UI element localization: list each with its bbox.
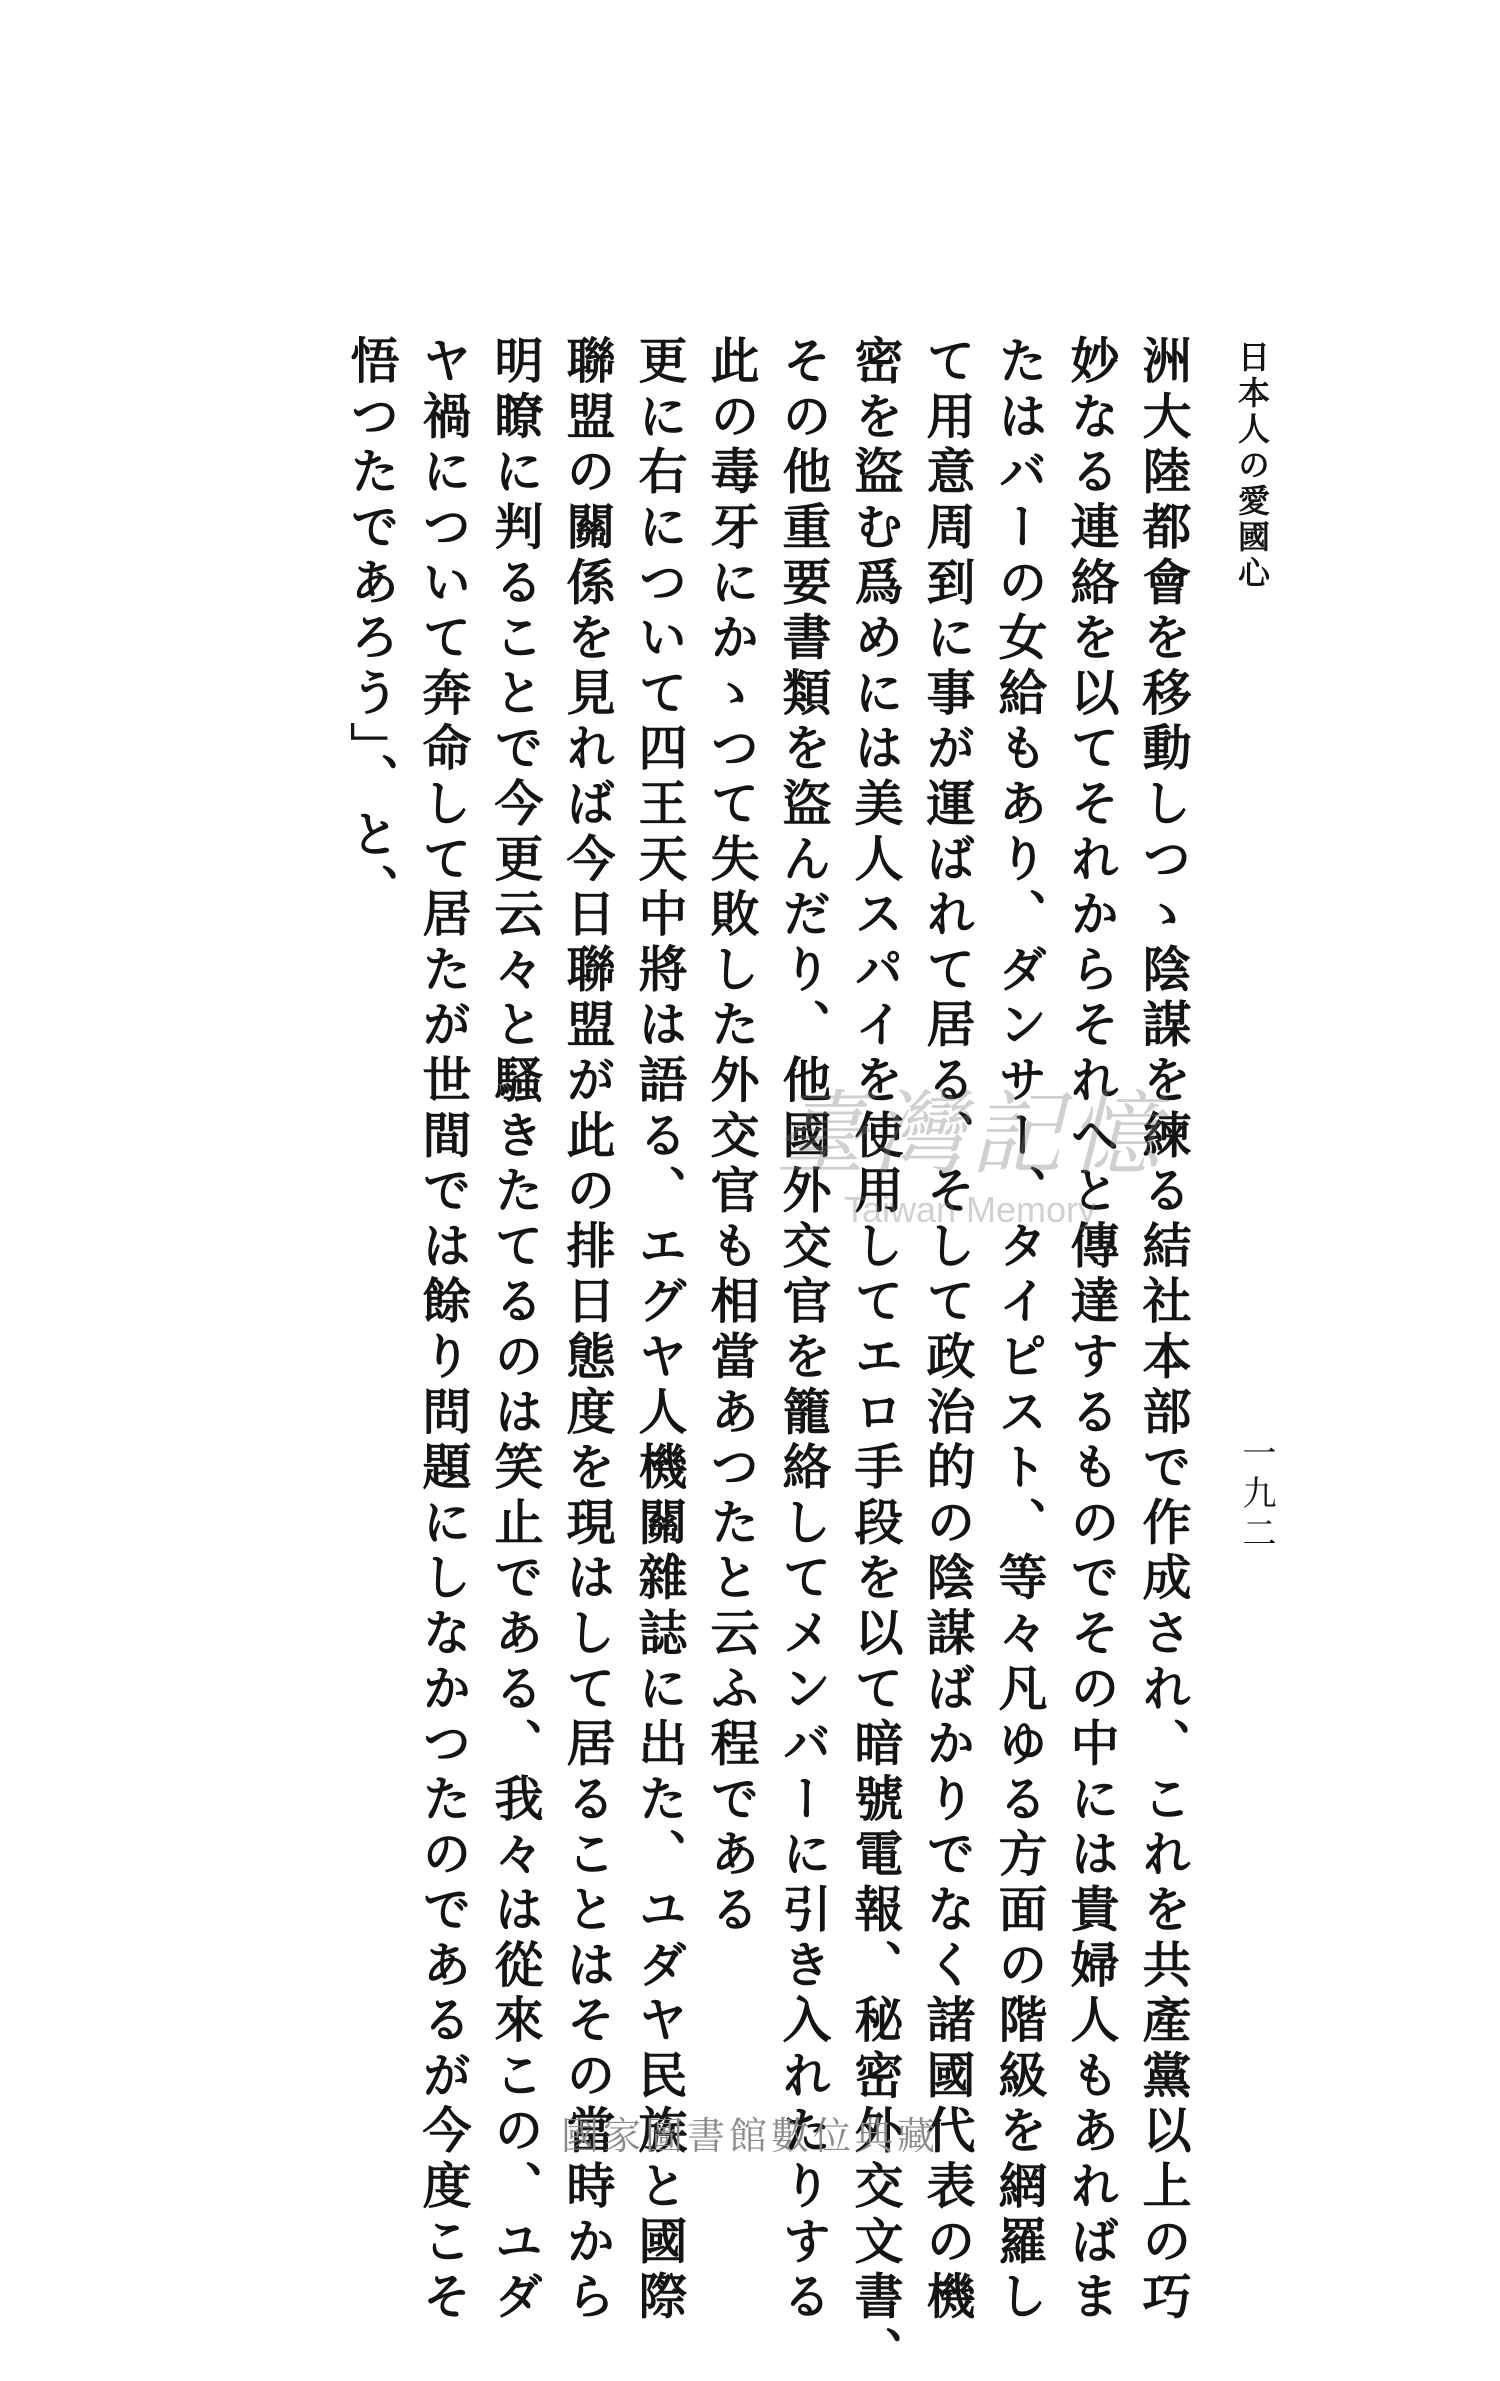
- text-line: たはバーの女給もあり、ダンサー、タイピスト、等々凡ゆる方面の階級を網羅し: [991, 335, 1049, 2326]
- text-line: ヤ禍について奔命して居たが世間では餘り問題にしなかつたのであるが今度こそ: [415, 335, 473, 2326]
- text-line: 此の毒牙にかゝつて失敗した外交官も相當あつたと云ふ程である: [703, 335, 761, 1939]
- text-line: その他重要書類を盜んだり、他國外交官を籠絡してメンバーに引き入れたりする: [775, 335, 833, 2326]
- running-title: 日本人の愛國心: [1233, 340, 1271, 592]
- text-line: 更に右について四王天中將は語る、エグヤ人機關雜誌に出た、ユダヤ民族と國際: [631, 335, 689, 2326]
- footer-label: 國家圖書館數位典藏: [560, 2114, 939, 2158]
- page-number: 一九二: [1236, 1435, 1276, 1555]
- text-line: 洲大陸都會を移動しつゝ陰謀を練る結社本部で作成され、これを共產黨以上の巧: [1135, 335, 1193, 2326]
- text-line: て用意周到に事が運ばれて居る、そして政治的の陰謀ばかりでなく諸國代表の機: [919, 335, 977, 2326]
- watermark-main: 臺灣記憶: [773, 1081, 1166, 1188]
- text-line: 聯盟の關係を見れば今日聯盟が此の排日態度を現はして居ることはその當時から: [559, 335, 617, 2326]
- watermark-sub: Taiwan Memory: [843, 1189, 1097, 1230]
- text-line: 密を盜む爲めには美人スパイを使用してエロ手段を以て暗號電報、秘密外交文書、: [847, 335, 905, 2381]
- text-line: 妙なる連絡を以てそれからそれへと傳達するものでその中には貴婦人もあればま: [1063, 335, 1121, 2326]
- text-line: 悟つたであろう」、と、: [343, 335, 401, 919]
- text-line: 明瞭に判ることで今更云々と騷きたてるのは笑止である、我々は從來この、ユダ: [487, 335, 545, 2326]
